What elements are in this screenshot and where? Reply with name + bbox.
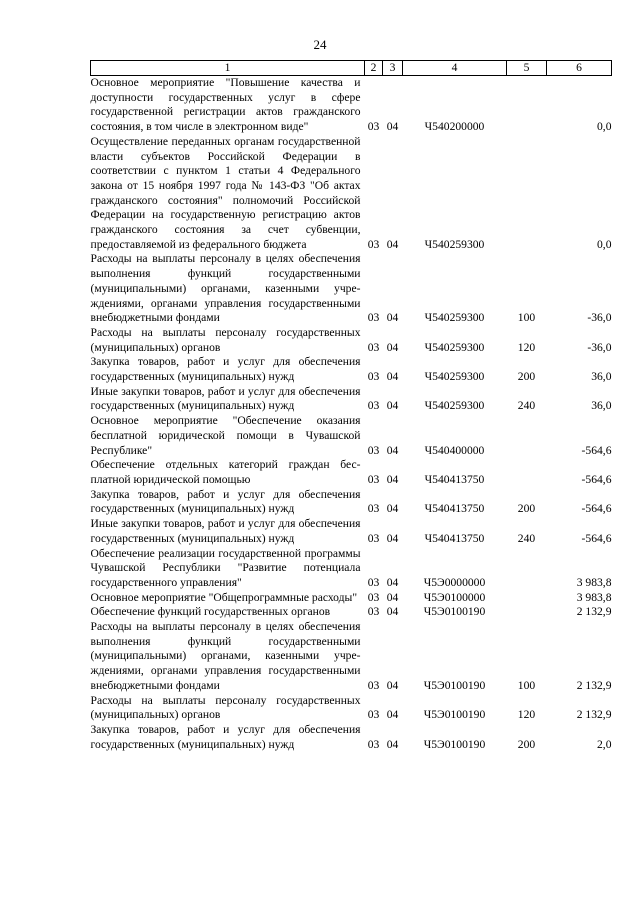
row-expense-type: 100: [517, 678, 536, 692]
row-amount: 2 132,9: [576, 708, 612, 722]
row-section: 03: [367, 575, 380, 589]
row-target-article: Ч5Э0100190: [423, 737, 486, 751]
row-target-article: Ч540413750: [424, 502, 485, 516]
row-target-article: Ч540400000: [424, 443, 485, 457]
row-section: 03: [367, 399, 380, 413]
row-target-article: Ч540259300: [424, 237, 485, 251]
row-section: 03: [367, 678, 380, 692]
table-row: [91, 355, 612, 384]
header-rz: 2: [365, 61, 383, 76]
row-name: Расходы на выплаты персоналу государственных (муниципальных) органов: [90, 325, 361, 354]
table-row: [91, 326, 612, 355]
row-target-article: Ч540200000: [424, 120, 485, 134]
row-name: Обеспечение реализации государственной программы Чувашской Республики "Развитие потенциала государственного управления": [90, 546, 361, 589]
row-amount: -36,0: [587, 340, 612, 354]
row-subsection: 04: [386, 120, 399, 134]
row-subsection: 04: [386, 531, 399, 545]
header-name: 1: [91, 61, 365, 76]
row-expense-type: 200: [517, 502, 536, 516]
row-name: Расходы на выплаты персоналу государственных (муниципальных) органов: [90, 693, 361, 722]
row-section: 03: [367, 340, 380, 354]
header-vr: 5: [507, 61, 547, 76]
row-target-article: Ч5Э0100190: [423, 708, 486, 722]
table-row: [91, 694, 612, 723]
table-row: [91, 458, 612, 487]
row-name: Закупка товаров, работ и услуг для обеспечения государственных (муниципальных) нужд: [90, 487, 361, 516]
row-name: Основное мероприятие "Обеспечение оказания бесплатной юридической помощи в Чувашской Республике": [90, 414, 361, 457]
row-subsection: 04: [386, 443, 399, 457]
row-amount: 2 132,9: [576, 678, 612, 692]
row-expense-type: [507, 135, 547, 253]
table-row: [91, 252, 612, 326]
row-subsection: 04: [386, 340, 399, 354]
row-target-article: Ч540259300: [424, 399, 485, 413]
row-subsection: 04: [386, 237, 399, 251]
row-name: Основное мероприятие "Общепрограммные расходы": [90, 590, 358, 604]
row-expense-type: 240: [517, 531, 536, 545]
row-subsection: 04: [386, 370, 399, 384]
row-subsection: 04: [386, 737, 399, 751]
row-target-article: Ч5Э0000000: [423, 575, 486, 589]
row-amount: -564,6: [581, 531, 612, 545]
table-body: [91, 76, 612, 753]
row-amount: 36,0: [591, 370, 612, 384]
row-name: Расходы на выплаты персоналу в целях обеспечения выполнения функций государственными (муниципальными) органами, казенными учреждениями, органами управления государственными внебюджетными фондами: [90, 620, 361, 692]
budget-table: [90, 60, 612, 752]
row-amount: 2 132,9: [576, 605, 612, 619]
row-name: Иные закупки товаров, работ и услуг для обеспечения государственных (муниципальных) нужд: [90, 384, 361, 413]
table-row: [91, 620, 612, 694]
row-subsection: 04: [386, 708, 399, 722]
row-amount: -564,6: [581, 472, 612, 486]
row-subsection: 04: [386, 502, 399, 516]
row-expense-type: [507, 414, 547, 458]
row-amount: -36,0: [587, 311, 612, 325]
row-expense-type: 200: [517, 370, 536, 384]
row-section: 03: [367, 120, 380, 134]
row-name: Закупка товаров, работ и услуг для обеспечения государственных (муниципальных) нужд: [90, 722, 361, 751]
row-target-article: Ч540413750: [424, 531, 485, 545]
row-amount: 3 983,8: [576, 575, 612, 589]
row-subsection: 04: [386, 472, 399, 486]
row-section: 03: [367, 370, 380, 384]
row-amount: -564,6: [581, 502, 612, 516]
table-row: [91, 135, 612, 253]
table-row: [91, 488, 612, 517]
row-subsection: 04: [386, 399, 399, 413]
row-name: Обеспечение отдельных категорий граждан бесплатной юридической помощью: [90, 458, 361, 486]
row-section: 03: [367, 502, 380, 516]
row-amount: -564,6: [581, 443, 612, 457]
row-section: 03: [367, 443, 380, 457]
row-subsection: 04: [386, 678, 399, 692]
row-amount: 2,0: [597, 737, 612, 751]
row-section: 03: [367, 311, 380, 325]
table-row: [91, 605, 612, 620]
row-target-article: Ч5Э0100000: [423, 590, 486, 604]
row-section: 03: [367, 605, 380, 619]
row-target-article: Ч5Э0100190: [423, 678, 486, 692]
row-amount: 3 983,8: [576, 590, 612, 604]
row-expense-type: 120: [517, 708, 536, 722]
row-subsection: 04: [386, 605, 399, 619]
page-number: 24: [313, 37, 327, 52]
row-name: Основное мероприятие "Повышение качества и доступности государственных услуг в сфере государственной регистрации актов гражданского состояния, в том числе в электронном виде": [90, 76, 361, 134]
row-expense-type: [507, 547, 547, 591]
row-target-article: Ч540259300: [424, 370, 485, 384]
row-expense-type: [507, 591, 547, 606]
row-target-article: Ч540413750: [424, 472, 485, 486]
table-header: [91, 61, 612, 76]
row-expense-type: 200: [517, 737, 536, 751]
row-subsection: 04: [386, 590, 399, 604]
row-amount: 0,0: [597, 120, 612, 134]
row-section: 03: [367, 708, 380, 722]
row-target-article: Ч540259300: [424, 311, 485, 325]
row-name: Обеспечение функций государственных органов: [90, 605, 331, 619]
header-row: [91, 61, 612, 76]
row-expense-type: 240: [517, 399, 536, 413]
row-expense-type: [507, 605, 547, 620]
table-row: [91, 591, 612, 606]
row-expense-type: 100: [517, 311, 536, 325]
row-section: 03: [367, 472, 380, 486]
table-row: [91, 414, 612, 458]
table-row: [91, 76, 612, 135]
row-name: Иные закупки товаров, работ и услуг для обеспечения государственных (муниципальных) нужд: [90, 517, 361, 545]
row-amount: 36,0: [591, 399, 612, 413]
row-section: 03: [367, 737, 380, 751]
row-name: Расходы на выплаты персоналу в целях обеспечения выполнения функций государственными (муниципальными) органами, казенными учреждениями, органами управления государственными внебюджетными фондами: [90, 252, 361, 325]
row-subsection: 04: [386, 575, 399, 589]
table-row: [91, 547, 612, 591]
row-subsection: 04: [386, 311, 399, 325]
row-expense-type: [507, 76, 547, 135]
row-section: 03: [367, 590, 380, 604]
table-row: [91, 723, 612, 752]
table-row: [91, 385, 612, 414]
header-csr: 4: [403, 61, 507, 76]
row-target-article: Ч5Э0100190: [423, 605, 486, 619]
row-expense-type: 120: [517, 340, 536, 354]
row-name: Закупка товаров, работ и услуг для обеспечения государственных (муниципальных) нужд: [90, 355, 361, 384]
table-row: [91, 517, 612, 546]
header-pr: 3: [383, 61, 403, 76]
row-section: 03: [367, 531, 380, 545]
row-target-article: Ч540259300: [424, 340, 485, 354]
header-sum: 6: [547, 61, 612, 76]
row-expense-type: [507, 458, 547, 487]
row-section: 03: [367, 237, 380, 251]
row-name: Осуществление переданных органам государственной власти субъектов Российской Федерации в соответствии с пунктом 1 статьи 4 Федерального закона от 15 ноября 1997 года № 143-ФЗ "Об актах гражданского состояния" полномочий Российской Федерации на государственную регистрацию актов гражданского состояния за счет субвенции, предоставляемой из федерального бюджета: [90, 134, 361, 251]
row-amount: 0,0: [597, 237, 612, 251]
